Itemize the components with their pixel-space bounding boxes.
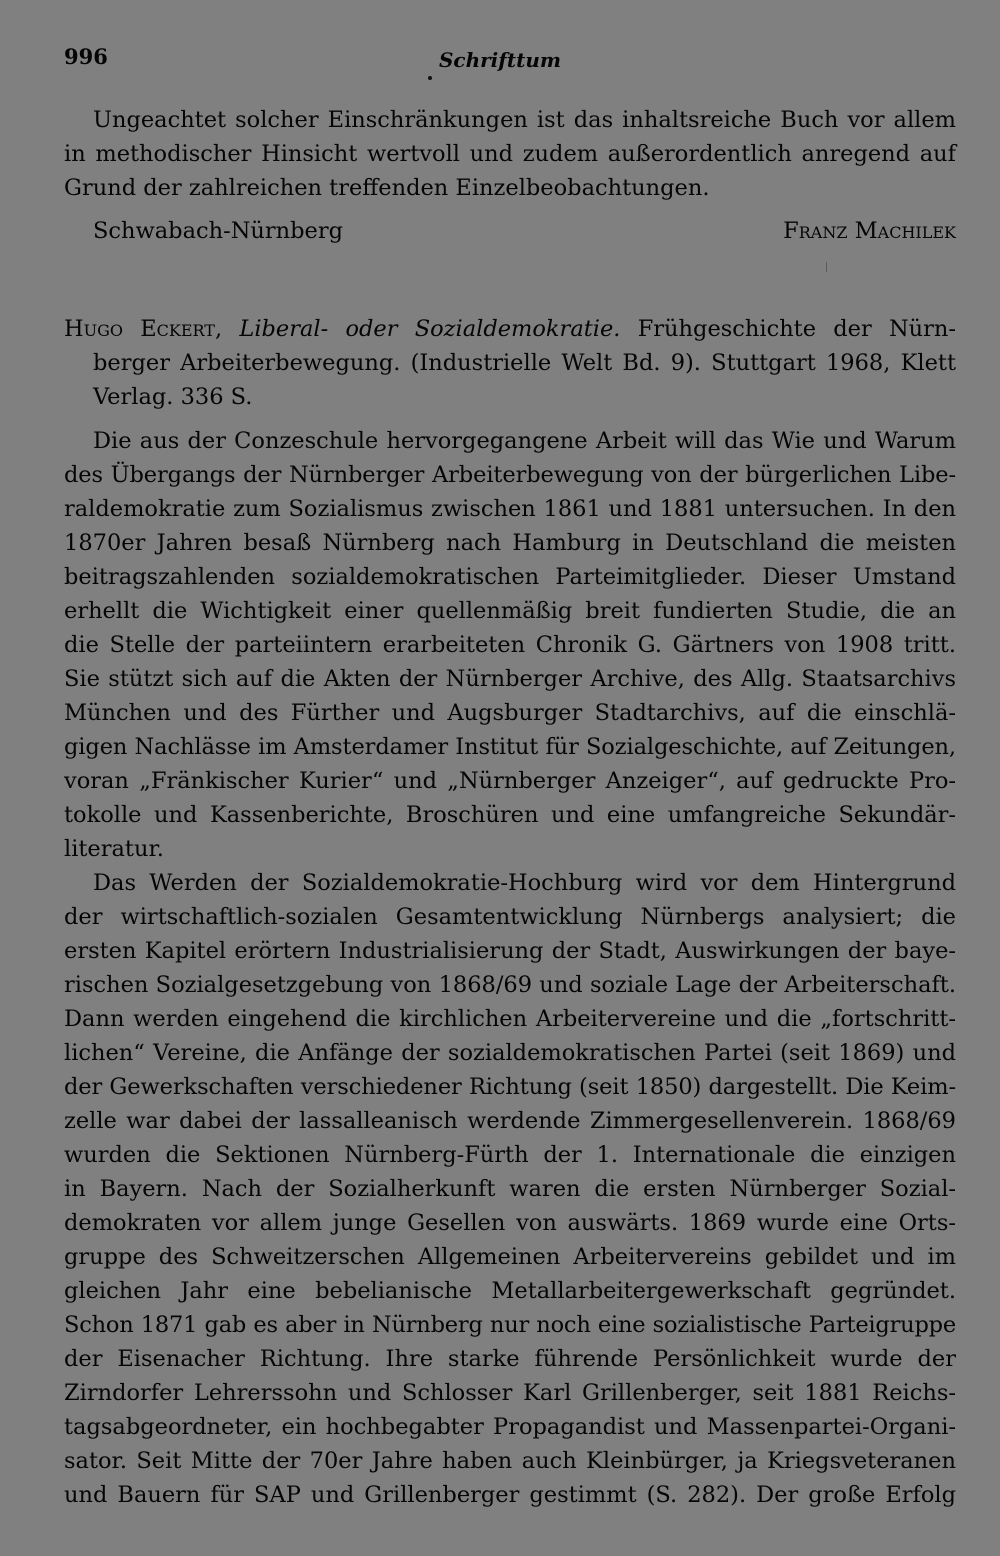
page-number: 996 — [64, 44, 108, 69]
text-line: gigen Nachlässe im Amsterdamer Institut für Sozialgeschichte, auf Zeitungen, — [64, 734, 956, 760]
text-line: sator. Seit Mitte der 70er Jahre haben auch Kleinbürger, ja Kriegsveteranen — [64, 1448, 956, 1474]
review-place: Schwabach-Nürnberg — [93, 218, 343, 244]
review-paragraph-2 — [64, 866, 956, 1512]
text-line: 1870er Jahren besaß Nürnberg nach Hamburg in Deutschland die meisten — [64, 530, 956, 556]
text-line: tagsabgeordneter, ein hochbegabter Propagandist und Massenpartei-Organi- — [64, 1414, 956, 1440]
book-citation — [64, 312, 956, 414]
text-line: München und des Fürther und Augsburger Stadtarchivs, auf die einschlä- — [64, 700, 956, 726]
text-line: die Stelle der parteiintern erarbeiteten Chronik G. Gärtners von 1908 tritt. — [64, 632, 956, 658]
text-line: lichen“ Vereine, die Anfänge der sozialdemokratischen Partei (seit 1869) und — [64, 1040, 956, 1066]
text-line: des Übergangs der Nürnberger Arbeiterbewegung von der bürgerlichen Libe- — [64, 462, 956, 488]
text-line: der Eisenacher Richtung. Ihre starke führende Persönlichkeit wurde der — [64, 1346, 956, 1372]
reviewer-name: Franz Machilek — [783, 218, 956, 244]
text-line: Zirndorfer Lehrerssohn und Schlosser Karl Grillenberger, seit 1881 Reichs- — [64, 1380, 956, 1406]
text-line: raldemokratie zum Sozialismus zwischen 1861 und 1881 untersuchen. In den — [64, 496, 956, 522]
citation-line — [64, 312, 956, 346]
text-line: der Gewerkschaften verschiedener Richtung (seit 1850) dargestellt. Die Keim- — [64, 1074, 956, 1100]
text-line: Schon 1871 gab es aber in Nürnberg nur noch eine sozialistische Parteigruppe — [64, 1312, 956, 1338]
text-line: Das Werden der Sozialdemokratie-Hochburg wird vor dem Hintergrund — [93, 870, 956, 896]
text-line: ersten Kapitel erörtern Industrialisierung der Stadt, Auswirkungen der baye- — [64, 938, 956, 964]
text-line: gleichen Jahr eine bebelianische Metallarbeitergewerkschaft gegründet. — [64, 1278, 956, 1304]
text-line: Die aus der Conzeschule hervorgegangene Arbeit will das Wie und Warum — [93, 428, 956, 454]
review-paragraph-1 — [64, 424, 956, 866]
text-line: zelle war dabei der lassalleanisch werdende Zimmergesellenverein. 1868/69 — [64, 1108, 956, 1134]
previous-review-ending — [64, 103, 956, 205]
book-author: Hugo Eckert, — [64, 316, 223, 342]
text-line: Dann werden eingehend die kirchlichen Arbeitervereine und die „fortschritt- — [64, 1006, 956, 1032]
text-line: erhellt die Wichtigkeit einer quellenmäßig breit fundierten Studie, die an — [64, 598, 956, 624]
margin-tick — [826, 262, 827, 272]
text-line: voran „Fränkischer Kurier“ und „Nürnberger Anzeiger“, auf gedruckte Pro- — [64, 768, 956, 794]
text-line: literatur. — [64, 836, 164, 862]
running-head: Schrifttum — [438, 48, 562, 72]
text-line: beitragszahlenden sozialdemokratischen Parteimitglieder. Dieser Umstand — [64, 564, 956, 590]
text-line: Grund der zahlreichen treffenden Einzelbeobachtungen. — [64, 175, 710, 201]
text-line: wurden die Sektionen Nürnberg-Fürth der 1. Internationale die einzigen — [64, 1142, 956, 1168]
text-line: der wirtschaftlich-sozialen Gesamtentwicklung Nürnbergs analysiert; die — [64, 904, 956, 930]
text-line: tokolle und Kassenberichte, Broschüren und eine umfangreiche Sekundär- — [64, 802, 956, 828]
print-speck — [428, 76, 432, 80]
text-line: in Bayern. Nach der Sozialherkunft waren die ersten Nürnberger Sozial- — [64, 1176, 956, 1202]
text-line: in methodischer Hinsicht wertvoll und zudem außerordentlich anregend auf — [64, 141, 956, 167]
citation-line: berger Arbeiterbewegung. (Industrielle Welt Bd. 9). Stuttgart 1968, Klett — [93, 350, 956, 376]
book-subtitle: Frühgeschichte der Nürn- — [637, 316, 957, 342]
review-signature — [93, 214, 956, 248]
text-line: Sie stützt sich auf die Akten der Nürnberger Archive, des Allg. Staatsarchivs — [64, 666, 956, 692]
book-title: Liberal- oder Sozialdemokratie. — [239, 316, 621, 342]
text-line: gruppe des Schweitzerschen Allgemeinen Arbeitervereins gebildet und im — [64, 1244, 956, 1270]
text-line: Ungeachtet solcher Einschränkungen ist das inhaltsreiche Buch vor allem — [93, 107, 956, 133]
text-line: demokraten vor allem junge Gesellen von auswärts. 1869 wurde eine Orts- — [64, 1210, 956, 1236]
citation-line: Verlag. 336 S. — [93, 384, 253, 410]
text-line: und Bauern für SAP und Grillenberger gestimmt (S. 282). Der große Erfolg — [64, 1482, 956, 1508]
text-line: rischen Sozialgesetzgebung von 1868/69 und soziale Lage der Arbeiterschaft. — [64, 972, 956, 998]
